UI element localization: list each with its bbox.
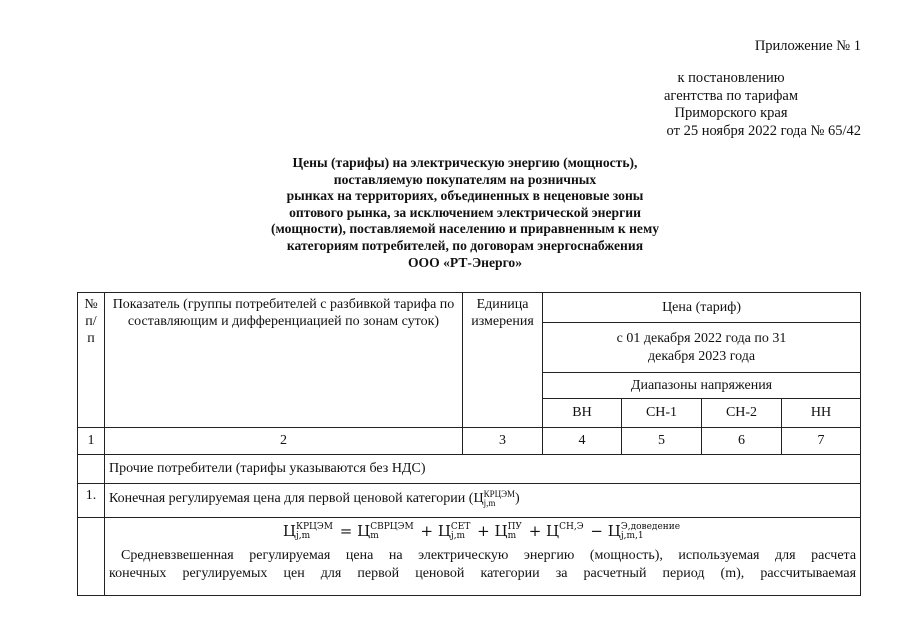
- col-number-5: 5: [622, 428, 702, 455]
- header-voltage-vn: ВН: [543, 399, 622, 428]
- header-voltage-nn: НН: [782, 399, 861, 428]
- appendix-line-3: Приморского края: [674, 105, 788, 121]
- col-number-4: 4: [543, 428, 622, 455]
- row-section-heading: Конечная регулируемая цена для первой ценовой категории (Ц КРЦЭМ j,m ): [105, 484, 861, 518]
- col-number-7: 7: [782, 428, 861, 455]
- title-line-7: ООО «РТ-Энерго»: [407, 254, 523, 270]
- category-number: [78, 455, 105, 484]
- title-line-6: категориям потребителей, по договорам энергоснабжения: [286, 237, 644, 253]
- appendix-line-2: агентства по тарифам: [664, 87, 798, 104]
- header-number: № п/п: [78, 293, 105, 428]
- header-period: с 01 декабря 2022 года по 31 декабря 2023 года: [543, 323, 861, 373]
- description-line-2: конечных регулируемых цен для первой ценовой категории за расчетный период (m), рассчитываемая: [109, 566, 857, 581]
- title-line-4: оптового рынка, за исключением электрической энергии: [289, 204, 641, 220]
- header-price: Цена (тариф): [543, 293, 861, 323]
- header-voltage-ranges: Диапазоны напряжения: [543, 373, 861, 399]
- formula-row-number: [78, 518, 105, 596]
- formula-cell: [105, 518, 861, 596]
- title-line-3: рынках на территориях, объединенных в неценовые зоны: [286, 188, 644, 204]
- header-voltage-sn1: СН-1: [622, 399, 702, 428]
- row-section-symbol: (Ц: [468, 491, 484, 507]
- title-line-1: Цены (тарифы) на электрическую энергию (мощность),: [292, 155, 638, 170]
- header-voltage-sn2: СН-2: [702, 399, 782, 428]
- appendix-title: Приложение № 1: [754, 38, 861, 54]
- title-line-5: (мощности), поставляемой населению и приравненным к нему: [270, 221, 660, 237]
- price-formula: Ц КРЦЭМ j,m = Ц СВРЦЭМ m + Ц СЕТ j,m + Ц ПУ m + Ц СН,Э − Ц Э,доведение j,m,1: [282, 522, 681, 541]
- row-number: 1.: [78, 484, 105, 518]
- col-number-1: 1: [78, 428, 105, 455]
- col-number-3: 3: [463, 428, 543, 455]
- tariff-table: [77, 292, 861, 596]
- header-unit: Единица измерения: [463, 293, 543, 428]
- appendix-line-4: от 25 ноября 2022 года № 65/42: [666, 122, 861, 139]
- category-row: Прочие потребители (тарифы указываются без НДС): [105, 455, 861, 484]
- appendix-line-1: к постановлению: [677, 70, 785, 86]
- col-number-6: 6: [702, 428, 782, 455]
- col-number-2: 2: [105, 428, 463, 455]
- description-line-1: Средневзвешенная регулируемая цена на электрическую энергию (мощность), используемая для расчета: [121, 548, 857, 563]
- title-line-2: поставляемую покупателям на розничных: [333, 171, 597, 187]
- row-section-text: Конечная регулируемая цена для первой ценовой категории: [109, 491, 466, 507]
- header-indicator: Показатель (группы потребителей с разбивкой тарифа по составляющим и дифференциацией по зонам суток): [105, 293, 463, 428]
- document-title: [195, 155, 735, 271]
- appendix-reference: [601, 70, 861, 140]
